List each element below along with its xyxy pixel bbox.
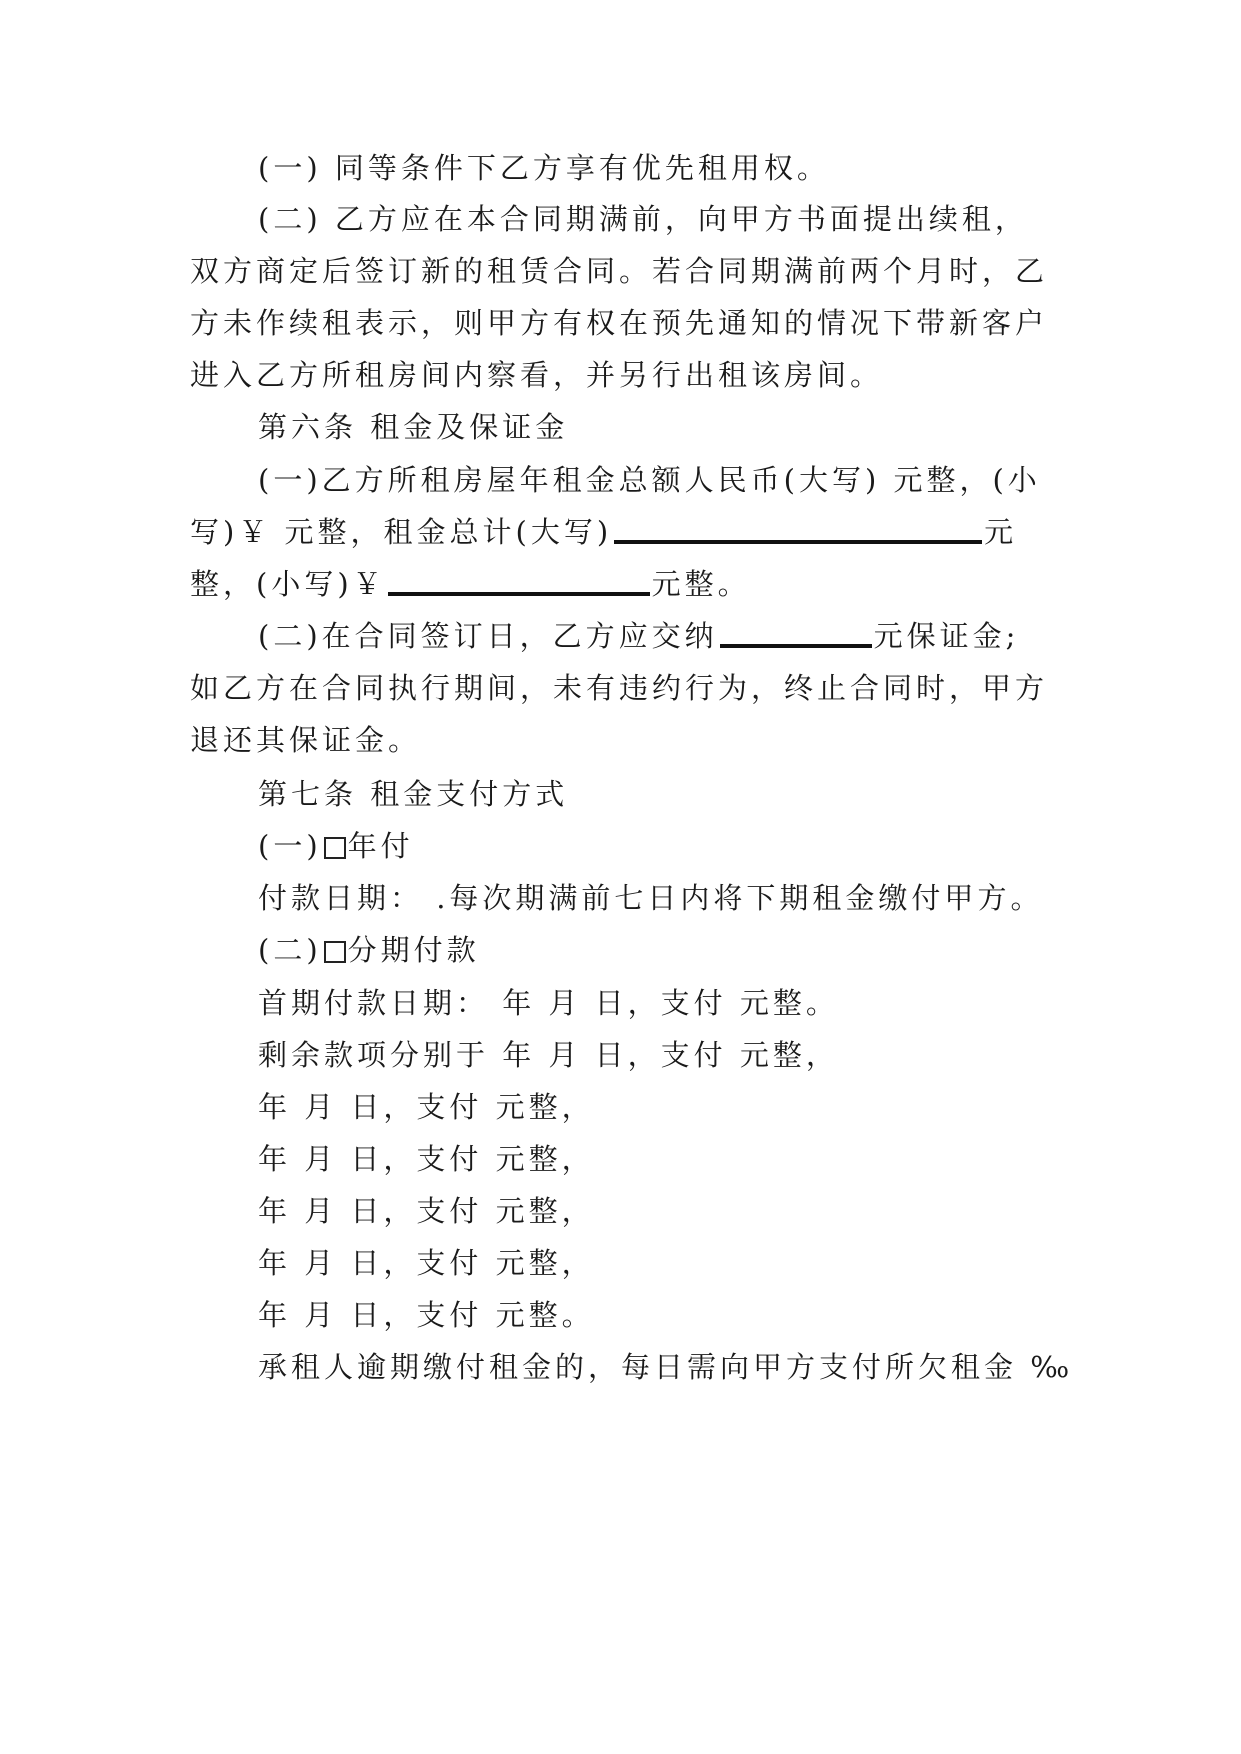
annual-payment-date: 付款日期： .每次期满前七日内将下期租金缴付甲方。 [258,881,1044,915]
option-2-number: (二) [258,933,322,967]
installment-line: 年 月 日，支付 元整。 [258,1298,595,1332]
renewal-item-2-line-2: 双方商定后签订新的租赁合同。若合同期满前两个月时，乙 [190,254,1049,288]
rent-total-lowercase-label: 整，(小写)￥ [190,567,386,601]
installment-line: 年 月 日，支付 元整， [258,1090,595,1124]
deposit-label: (二)在合同签订日，乙方应交纳 [258,619,718,653]
article-7-heading: 第七条 租金支付方式 [258,777,569,811]
rent-total-lowercase-blank [388,570,650,596]
installment-line: 年 月 日，支付 元整， [258,1246,595,1280]
installment-line: 年 月 日，支付 元整， [258,1142,595,1176]
rent-item-1-line-1: (一)乙方所租房屋年租金总额人民币(大写) 元整，(小 [258,463,1041,497]
article-6-heading: 第六条 租金及保证金 [258,410,569,444]
renewal-item-1: (一) 同等条件下乙方享有优先租用权。 [258,151,830,185]
deposit-item-line-2: 如乙方在合同执行期间，未有违约行为，终止合同时，甲方 [190,671,1049,705]
option-1-number: (一) [258,829,322,863]
deposit-blank [720,622,872,648]
installment-payment-checkbox[interactable] [324,941,346,963]
option-1-label: 年付 [347,829,414,863]
payment-option-annual [258,826,414,866]
payment-option-installment [258,930,480,970]
rent-item-1-line-2 [190,512,1017,552]
renewal-item-2-line-4: 进入乙方所租房间内察看，并另行出租该房间。 [190,358,884,392]
rent-total-uppercase-blank [614,518,982,544]
deposit-item-line-1 [258,616,1019,656]
first-payment-line: 首期付款日期： 年 月 日，支付 元整。 [258,986,839,1020]
rent-total-lowercase-unit: 元整。 [651,567,751,601]
rent-total-unit: 元 [984,515,1018,549]
rent-total-label: 写)￥ 元整，租金总计(大写) [190,515,613,549]
renewal-item-2-line-1: (二) 乙方应在本合同期满前，向甲方书面提出续租， [258,202,1028,236]
renewal-item-2-line-3: 方未作续租表示，则甲方有权在预先通知的情况下带新客户 [190,306,1049,340]
rent-item-1-line-3 [190,564,751,604]
deposit-unit: 元保证金; [873,619,1020,653]
option-2-label: 分期付款 [347,933,480,967]
remaining-payment-intro: 剩余款项分别于 年 月 日，支付 元整， [258,1038,839,1072]
deposit-item-line-3: 退还其保证金。 [190,723,422,757]
installment-line: 年 月 日，支付 元整， [258,1194,595,1228]
annual-payment-checkbox[interactable] [324,837,346,859]
late-fee-clause: 承租人逾期缴付租金的，每日需向甲方支付所欠租金 ‰ [258,1350,1074,1384]
